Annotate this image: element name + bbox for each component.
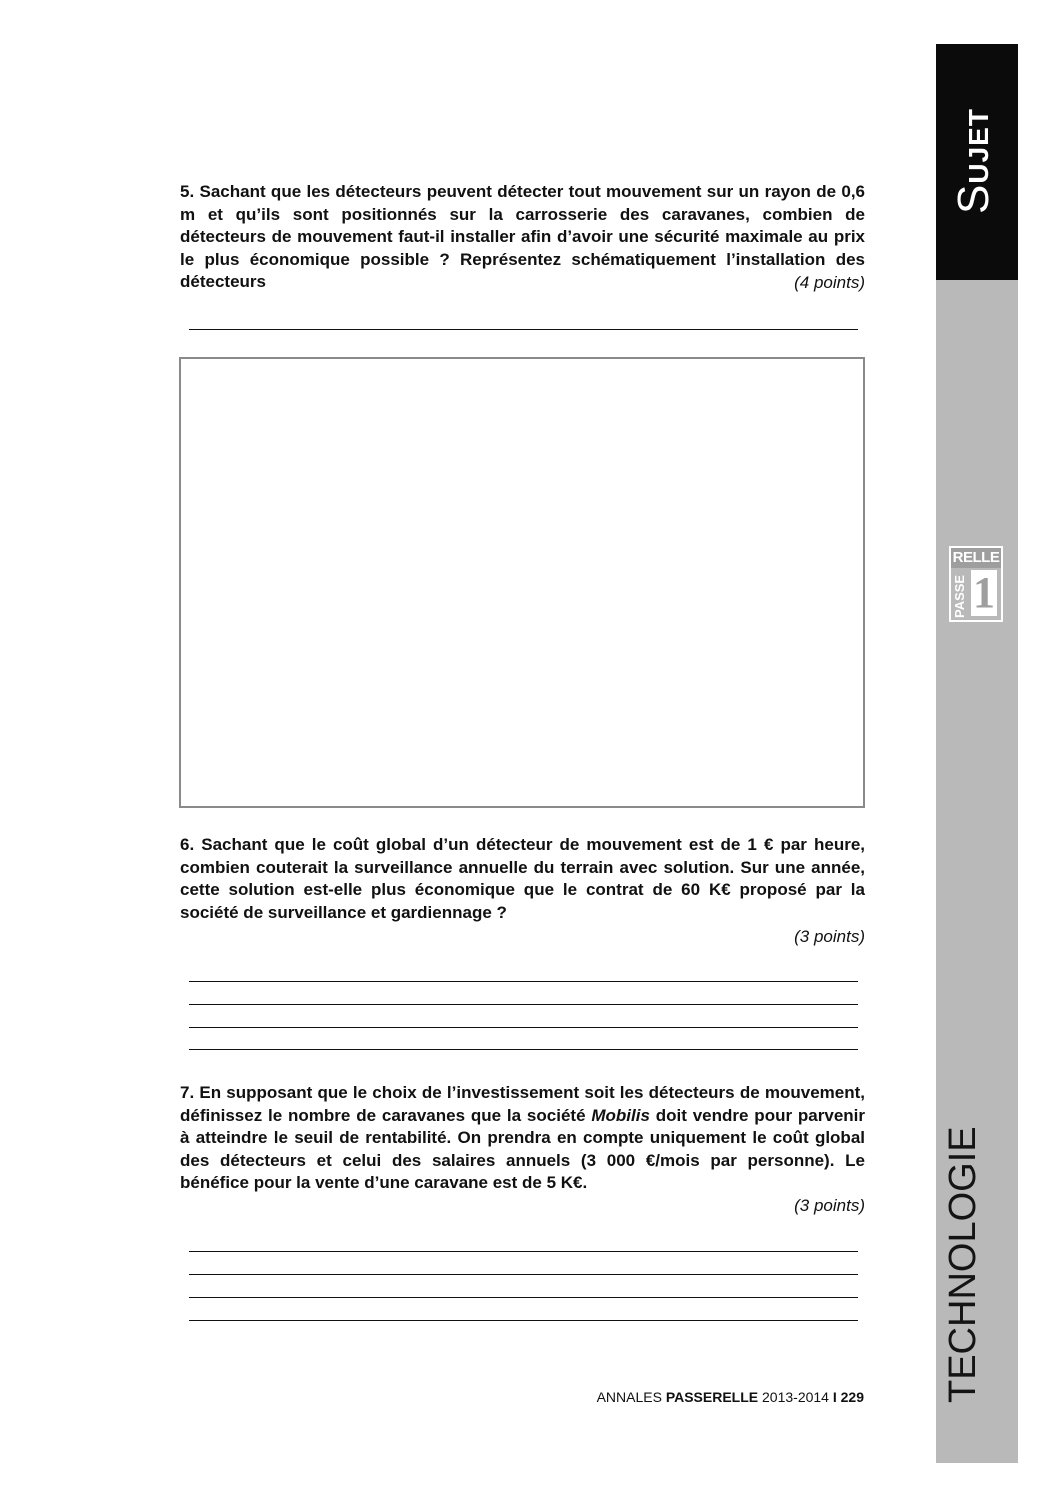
logo-top-text: RELLE [952,549,1000,566]
answer-line[interactable] [189,981,858,982]
answer-line[interactable] [189,1027,858,1028]
question-6-points: (3 points) [794,927,865,946]
drawing-answer-box[interactable] [179,357,865,808]
answer-line[interactable] [189,1049,858,1050]
section-label: SUJET [949,108,998,214]
page-footer: ANNALES PASSERELLE 2013-2014 I 229 [596,1389,864,1405]
question-5-points: (4 points) [794,273,865,292]
company-name: Mobilis [591,1105,650,1125]
question-5: 5. Sachant que les détecteurs peuvent détecter tout mouvement sur un rayon de 0,6 m et qu’ils sont positionnés sur la carrosserie des caravanes, combien de détecteurs de mouvement faut-il installer afin d’avoir une sécurité maximale au prix le plus économique possible ? Représentez schématiquement l’installation des détecteurs [180,182,865,291]
question-7-points: (3 points) [794,1196,865,1215]
logo-side-text: PASSE [952,574,967,618]
answer-line[interactable] [189,329,858,330]
answer-line[interactable] [189,1004,858,1005]
passerelle-logo [949,546,1003,622]
question-7: 7. En supposant que le choix de l’investissement soit les détecteurs de mouvement, définissez le nombre de caravanes que la société Mobilis doit vendre pour parvenir à atteindre le seuil de rentabilité. On prendra en compte uniquement le coût global des détecteurs et celui des salaires annuels (3 000 €/mois par personne). Le bénéfice pour la vente d’une caravane est de 5 K€. [180,1083,865,1192]
answer-line[interactable] [189,1320,858,1321]
answer-line[interactable] [189,1297,858,1298]
answer-line[interactable] [189,1251,858,1252]
question-6: 6. Sachant que le coût global d’un détecteur de mouvement est de 1 € par heure, combien couterait la surveillance annuelle du terrain avec solution. Sur une année, cette solution est-elle plus économique que le contrat de 60 K€ proposé par la société de surveillance et gardiennage ? [180,835,865,922]
subject-label: TECHNOLOGIE [942,1126,984,1403]
page-number: 229 [840,1389,864,1405]
answer-line[interactable] [189,1274,858,1275]
logo-number: 1 [973,568,995,617]
